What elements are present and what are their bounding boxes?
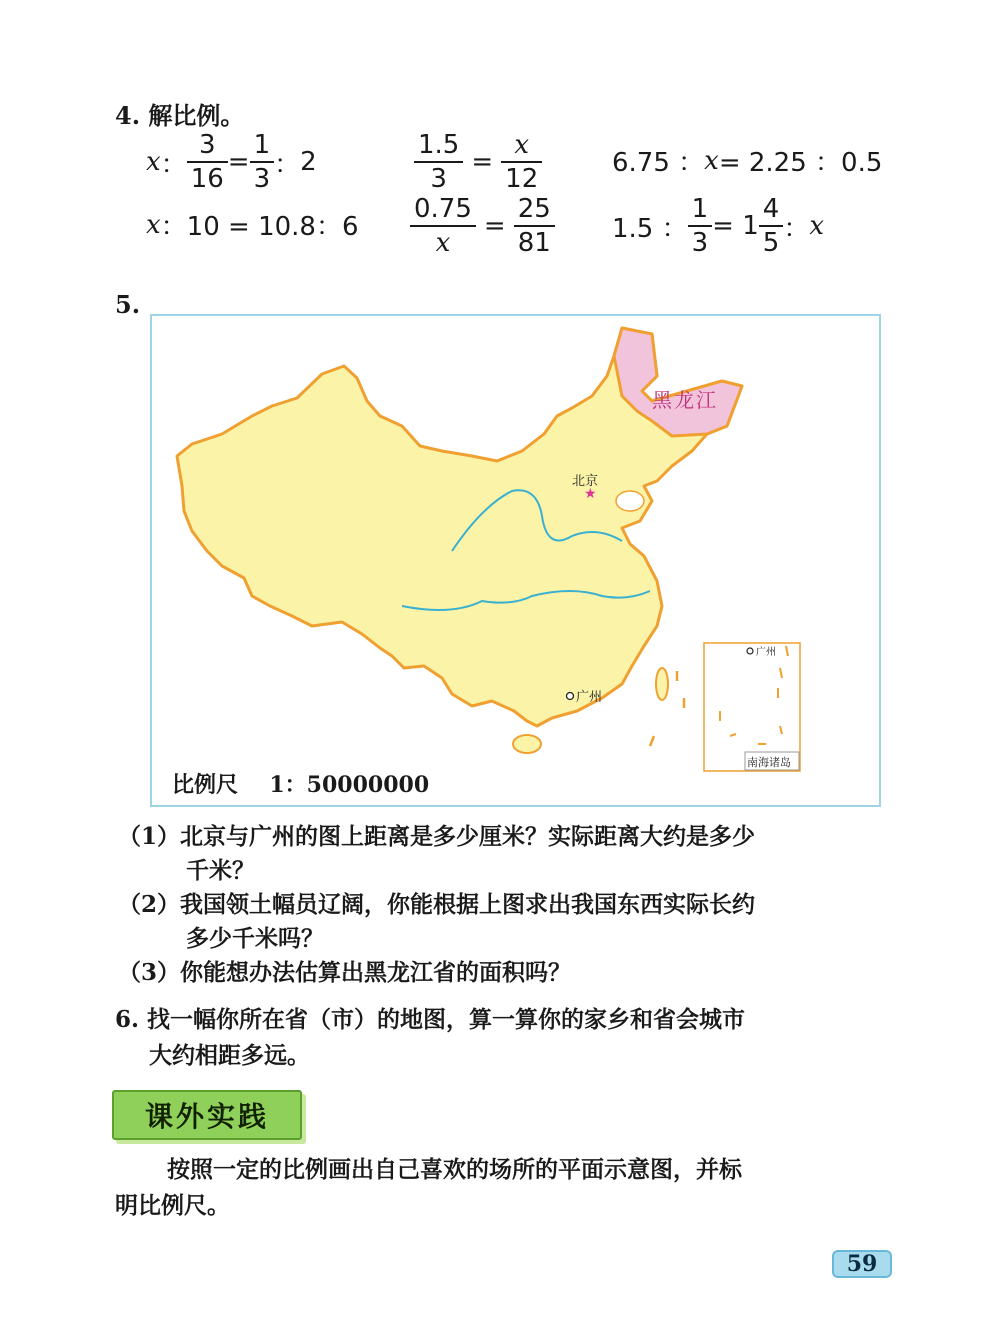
fraction: $\frac{1}{3}$: [250, 132, 275, 192]
fraction: $\frac{x}{12}$: [501, 132, 542, 192]
question-6-line1: 6. 找一幅你所在省（市）的地图，算一算你的家乡和省会城市: [115, 1006, 746, 1033]
subquestion-2-line1: （2）我国领土幅员辽阔，你能根据上图求出我国东西实际长约: [118, 891, 756, 918]
scale-label: [172, 768, 429, 799]
value: = 2.25 ：0.5: [718, 148, 883, 178]
var-x: x: [809, 211, 824, 241]
scale-value: 1：50000000: [269, 772, 430, 798]
value: 1.5 ：: [612, 213, 688, 244]
inset-guangzhou-marker-icon: [747, 648, 753, 654]
var-x: x: [146, 209, 161, 240]
equals: =: [471, 147, 494, 177]
value: 2: [300, 147, 317, 177]
colon: ：: [160, 149, 187, 180]
colon: ：: [783, 213, 810, 244]
china-map-svg: [152, 316, 879, 805]
bohai-sea: [616, 491, 644, 511]
equals: =: [483, 211, 506, 241]
fraction: $\frac{25}{81}$: [514, 196, 555, 256]
heilongjiang-label: 黑龙江: [652, 388, 718, 412]
value: 6.75 ：: [612, 148, 705, 178]
page-number: 59: [832, 1250, 892, 1278]
taiwan-island: [656, 668, 668, 700]
equation-6: [612, 196, 824, 256]
question-6-line2: 大约相距多远。: [149, 1042, 310, 1069]
fraction: $\frac{0.75}{x}$: [410, 196, 476, 256]
practice-line2: 明比例尺。: [115, 1192, 230, 1219]
var-x: x: [146, 147, 161, 177]
question-5-heading: 5.: [115, 290, 141, 319]
fraction: $\frac{1}{3}$: [688, 196, 713, 256]
guangzhou-marker-icon: [567, 693, 574, 700]
equation-3: [612, 142, 882, 179]
extracurricular-practice-banner: 课外实践: [112, 1090, 302, 1140]
inset-title: 南海诸岛: [747, 756, 791, 769]
question-6: [115, 1002, 915, 1074]
subquestion-1-line1: （1）北京与广州的图上距离是多少厘米？实际距离大约是多少: [118, 823, 756, 850]
china-map-figure: [150, 314, 881, 807]
fraction: $\frac{4}{5}$: [759, 196, 784, 256]
guangzhou-label: 广州: [576, 690, 603, 705]
equation-2: [414, 132, 542, 192]
subquestion-2-line2: 多少千米吗？: [186, 925, 324, 952]
value: = 1: [712, 211, 759, 241]
var-x: x: [704, 145, 719, 176]
subquestion-1-line2: 千米？: [186, 857, 255, 884]
equation-1: [146, 132, 317, 192]
practice-line1: 按照一定的比例画出自己喜欢的场所的平面示意图，并标: [167, 1156, 742, 1183]
question-4-heading: 4. 解比例。: [115, 101, 245, 130]
question-5-subquestions: [118, 820, 918, 990]
practice-text: [115, 1152, 915, 1224]
fraction: $\frac{3}{16}$: [187, 132, 228, 192]
inset-guangzhou-label: 广州: [756, 647, 776, 658]
beijing-star-icon: ★: [584, 486, 597, 502]
fraction: $\frac{1.5}{3}$: [414, 132, 463, 192]
hainan-island: [513, 735, 541, 753]
equation-5: [410, 196, 555, 256]
colon: ：: [274, 149, 301, 180]
beijing-label: 北京: [572, 474, 599, 489]
scale-word: 比例尺: [172, 772, 239, 798]
equals: =: [227, 147, 250, 177]
equation-4: [146, 206, 359, 243]
value: ：10 = 10.8：6: [160, 212, 359, 242]
subquestion-3: （3）你能想办法估算出黑龙江省的面积吗？: [118, 959, 572, 986]
